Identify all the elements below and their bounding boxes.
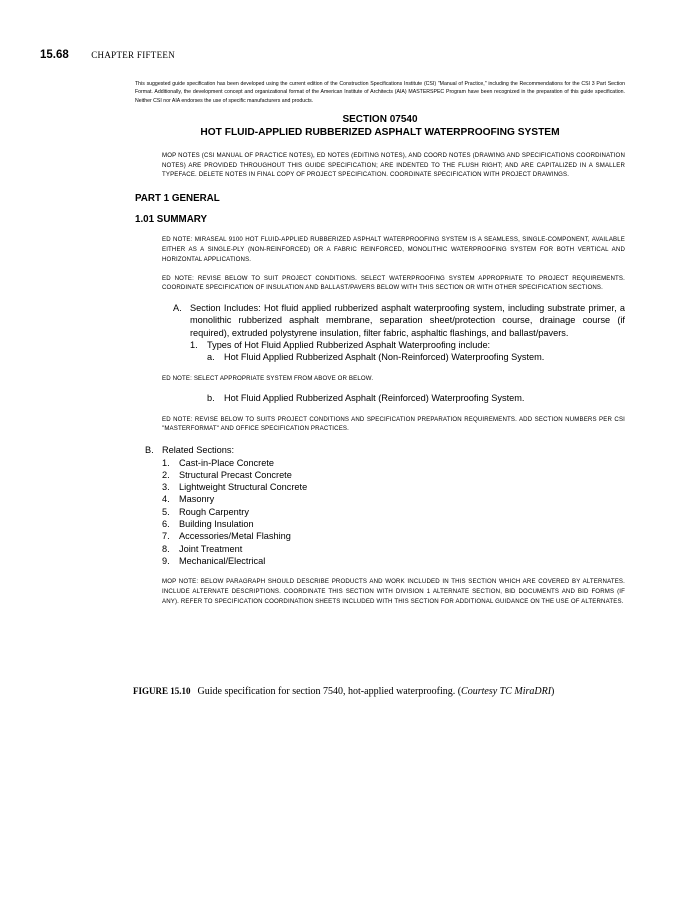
list-item: 3. Lightweight Structural Concrete xyxy=(162,482,308,493)
mop-note-2: MOP NOTE: BELOW PARAGRAPH SHOULD DESCRIBE PRODUCTS AND WORK INCLUDED IN THIS SECTION WHICH ARE COVERED BY ALTERNATES. INCLUDE ALTERNATE DESCRIPTIONS. COORDINATE THIS SECTION WITH DIVISION 1 ALTERNATE SECTION, BID DOCUMENTS AND BID FORMS (IF ANY). REFER TO SPECIFICATION COORDINATION SHEETS INCLUDED WITH THIS SECTION FOR ADDITIONAL GUIDANCE ON THE USE OF ALTERNATES. xyxy=(162,578,625,605)
ed-note-4: ED NOTE: REVISE BELOW TO SUITS PROJECT CONDITIONS AND SPECIFICATION PREPARATION REQUIREMENTS. ADD SECTION NUMBERS PER CSI "MASTERFORMAT" AND OFFICE SPECIFICATION PRACTICES. xyxy=(162,415,625,433)
list-item: 2. Structural Precast Concrete xyxy=(162,469,292,480)
ed-note-1: ED NOTE: MIRASEAL 9100 HOT FLUID-APPLIED RUBBERIZED ASPHALT WATERPROOFING SYSTEM IS A SEAMLESS, SINGLE-COMPONENT, AVAILABLE EITHER AS A SINGLE-PLY (NON-REINFORCED) OR A FABRIC REINFORCED, MONOLITHIC WATERPROOFING SYSTEM FOR BOTH VERTICAL AND HORIZONTAL APPLICATIONS. xyxy=(162,236,625,263)
caption-close: ) xyxy=(551,686,555,697)
ed-note-2: ED NOTE: REVISE BELOW TO SUIT PROJECT CONDITIONS. SELECT WATERPROOFING SYSTEM APPROPRIATE TO PROJECT REQUIREMENTS. COORDINATE SPECIFICATION OF INSULATION AND BALLAST/PAVERS BELOW WITH THIS SECTION OR WITH OTHER SPECIFICATION SECTIONS. xyxy=(162,274,625,292)
intro-paragraph: This suggested guide specification has been developed using the current edition of the Construction Specifications Institute (CSI) "Manual of Practice," including the Recommendations for the CSI 3 Part Section Format. Additionally, the development concept and organizational format of the American Institute of Architects (AIA) MASTERSPEC Program have been recognized in the preparation of this guide specification. Neither CSI nor AIA endorses the use of specific manufacturers and products. xyxy=(135,81,625,104)
item-a1a-marker: a. xyxy=(207,352,215,363)
related-sections-list xyxy=(135,457,625,568)
item-a1a-text: Hot Fluid Applied Rubberized Asphalt (Non-Reinforced) Waterproofing System. xyxy=(224,352,545,363)
item-b-marker: B. xyxy=(145,445,154,456)
item-a-marker: A. xyxy=(173,303,182,314)
item-a1b-marker: b. xyxy=(207,393,215,404)
chapter-title: CHAPTER FIFTEEN xyxy=(91,50,175,60)
list-item: 8. Joint Treatment xyxy=(162,543,243,554)
item-b-text: Related Sections: xyxy=(162,445,235,456)
section-title: HOT FLUID-APPLIED RUBBERIZED ASPHALT WATERPROOFING SYSTEM xyxy=(200,126,560,138)
list-item: 4. Masonry xyxy=(162,494,215,505)
caption-credit: Courtesy TC MiraDRI xyxy=(461,686,552,697)
ed-note-3: ED NOTE: SELECT APPROPRIATE SYSTEM FROM ABOVE OR BELOW. xyxy=(162,374,374,382)
mop-notes: MOP NOTES (CSI MANUAL OF PRACTICE NOTES), ED NOTES (EDITING NOTES), AND COORD NOTES (DRAWING AND SPECIFICATIONS COORDINATION NOTES) ARE PROVIDED THROUGHOUT THIS GUIDE SPECIFICATION; ARE INDENTED TO THE FLUSH RIGHT; AND ARE CAPITALIZED IN A SMALLER TYPEFACE. DELETE NOTES IN FINAL COPY OF PROJECT SPECIFICATION. COORDINATE SPECIFICATION WITH PROJECT DRAWINGS. xyxy=(162,151,625,179)
item-a1-marker: 1. xyxy=(190,339,198,350)
list-item: 5. Rough Carpentry xyxy=(162,506,249,517)
item-a1b-text: Hot Fluid Applied Rubberized Asphalt (Reinforced) Waterproofing System. xyxy=(224,393,525,404)
section-heading: SECTION 07540 xyxy=(342,114,418,126)
item-a-text: Section Includes: Hot fluid applied rubberized asphalt waterproofing system, including substrate primer, a monolithic rubberized asphalt membrane, separation sheet/protection course, drainage course (if required), extruded polystyrene insulation, filter fabric, asphaltic flashings, and ballast/pavers. xyxy=(190,303,625,338)
figure-label: FIGURE 15.10 xyxy=(133,686,191,696)
item-b xyxy=(135,444,625,567)
list-item: 9. Mechanical/Electrical xyxy=(162,555,266,566)
list-item: 1. Cast-in-Place Concrete xyxy=(162,457,274,468)
part-heading: PART 1 GENERAL xyxy=(135,193,220,205)
summary-heading: 1.01 SUMMARY xyxy=(135,214,208,226)
caption-text: Guide specification for section 7540, hot-applied waterproofing. ( xyxy=(197,686,462,697)
running-header xyxy=(40,45,175,63)
page-number: 15.68 xyxy=(40,49,69,61)
figure-caption xyxy=(133,686,673,697)
figure-body xyxy=(135,80,625,607)
item-a1-text: Types of Hot Fluid Applied Rubberized Asphalt Waterproofing include: xyxy=(207,339,491,350)
list-item: 6. Building Insulation xyxy=(162,519,254,530)
list-item: 7. Accessories/Metal Flashing xyxy=(162,531,291,542)
item-a xyxy=(135,302,625,405)
